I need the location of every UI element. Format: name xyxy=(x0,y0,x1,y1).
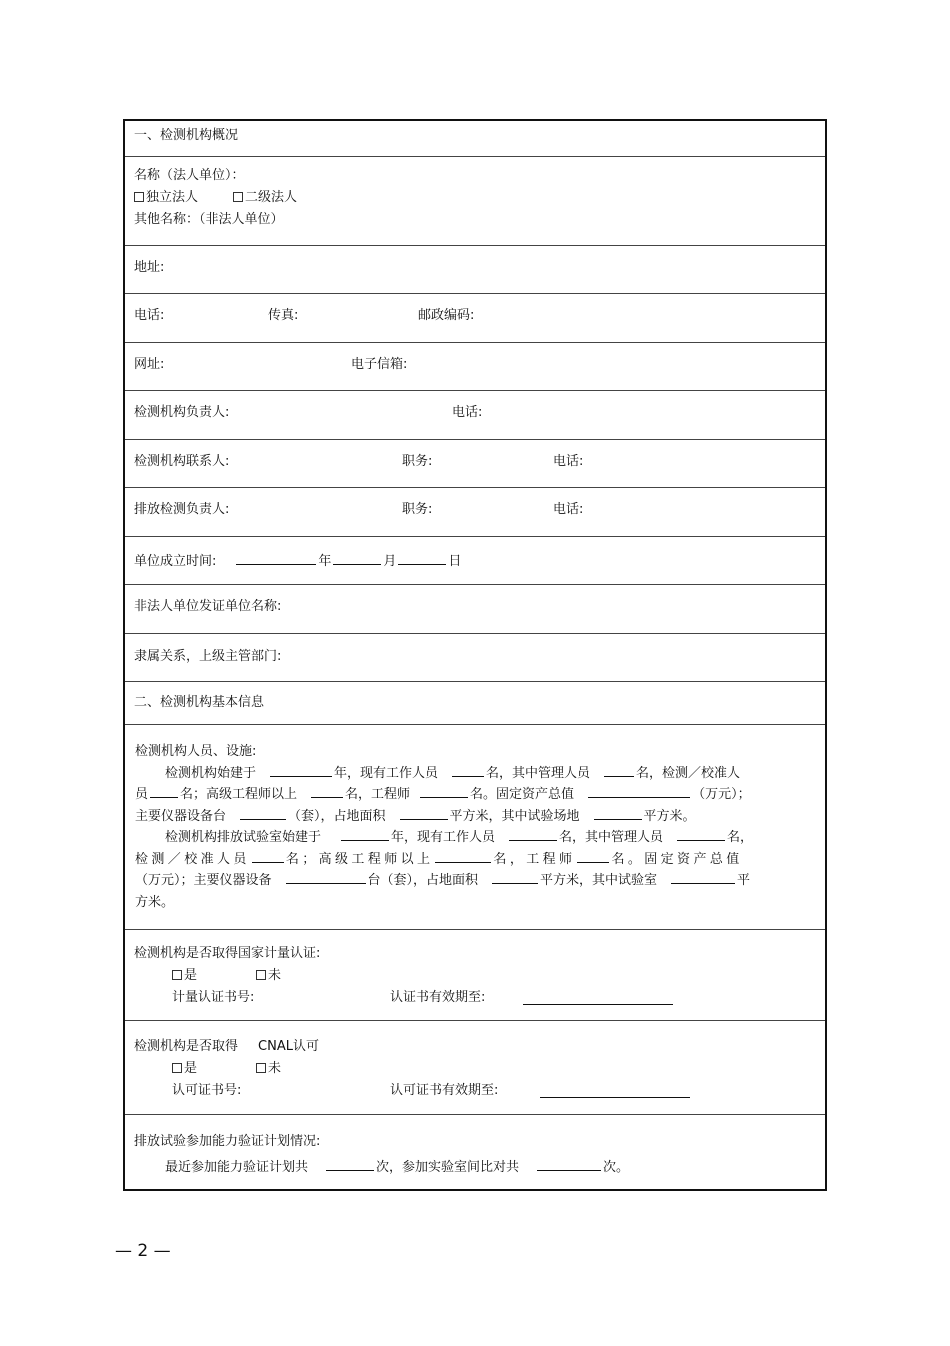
lab-management-blank[interactable] xyxy=(677,827,725,841)
staff-line-5: 检测／校准人员 名；高级工程师以上 名，工程师 名。固定资产总值 xyxy=(135,849,815,871)
page-number: — 2 — xyxy=(115,1241,171,1261)
emission-head-label: 排放检测负责人: xyxy=(134,502,230,517)
month-blank[interactable] xyxy=(333,551,381,565)
metrology-cert-no-label: 计量认证书号: xyxy=(172,990,255,1005)
month-char: 月 xyxy=(383,554,397,569)
head-phone-label: 电话: xyxy=(452,405,483,420)
staff-line-1: 检测机构始建于 年，现有工作人员 名，其中管理人员 名，检测／校准人 xyxy=(135,763,815,785)
contact-position-label: 职务: xyxy=(402,454,433,469)
cnal-cert-no-label: 认可证书号: xyxy=(172,1083,242,1098)
staff-count-blank[interactable] xyxy=(452,763,484,777)
lab-founded-year-blank[interactable] xyxy=(341,827,389,841)
proficiency-line: 最近参加能力验证计划共 次，参加实验室间比对共 次。 xyxy=(165,1157,629,1176)
cert-unit-label: 非法人单位发证单位名称: xyxy=(134,599,282,614)
cnal-no-option[interactable]: 未 xyxy=(256,1061,281,1077)
metrology-yes-checkbox[interactable] xyxy=(172,970,182,980)
founded-label: 单位成立时间: xyxy=(134,554,217,569)
staff-line-2: 员 名；高级工程师以上 名，工程师 名。固定资产总值 （万元）； xyxy=(135,784,815,806)
metrology-row xyxy=(125,930,825,1021)
affiliation-label: 隶属关系，上级主管部门: xyxy=(134,649,282,664)
metrology-no-checkbox[interactable] xyxy=(256,970,266,980)
senior-engineer-blank[interactable] xyxy=(311,784,343,798)
floor-area-blank[interactable] xyxy=(400,806,448,820)
metrology-valid-blank[interactable] xyxy=(523,1004,673,1005)
section2-row xyxy=(125,682,825,725)
section2-title: 二、检测机构基本信息 xyxy=(134,695,265,710)
other-name-label: 其他名称：（非法人单位） xyxy=(134,212,284,227)
cnal-valid-blank[interactable] xyxy=(540,1097,690,1098)
section1-title: 一、检测机构概况 xyxy=(134,128,239,143)
address-row xyxy=(125,246,825,294)
management-count-blank[interactable] xyxy=(604,763,634,777)
staff-row xyxy=(125,725,825,930)
metrology-valid-label: 认证书有效期至: xyxy=(390,990,486,1005)
day-blank[interactable] xyxy=(398,551,446,565)
application-form-table xyxy=(123,119,827,1191)
name-row xyxy=(125,157,825,246)
section1-row xyxy=(125,121,825,157)
lab-testing-staff-blank[interactable] xyxy=(252,849,284,863)
website-row xyxy=(125,343,825,391)
emission-head-row xyxy=(125,488,825,537)
year-char: 年 xyxy=(318,554,332,569)
lab-floor-area-blank[interactable] xyxy=(492,870,538,884)
lab-engineer-blank[interactable] xyxy=(577,849,609,863)
staff-line-7: 方米。 xyxy=(135,894,175,910)
independent-option[interactable] xyxy=(134,190,198,206)
emission-phone-label: 电话: xyxy=(553,502,584,517)
staff-line-6: （万元）；主要仪器设备 台（套），占地面积 平方米，其中试验室 平 xyxy=(135,870,815,892)
staff-line-4: 检测机构排放试验室始建于 年，现有工作人员 名，其中管理人员 名， xyxy=(135,827,815,849)
cert-unit-row xyxy=(125,585,825,634)
test-site-area-blank[interactable] xyxy=(594,806,642,820)
cnal-yes-checkbox[interactable] xyxy=(172,1063,182,1073)
founded-year-blank[interactable] xyxy=(270,763,332,777)
lab-room-area-blank[interactable] xyxy=(671,870,735,884)
day-char: 日 xyxy=(448,554,462,569)
independent-label: 独立法人 xyxy=(146,190,199,205)
equipment-count-blank[interactable] xyxy=(240,806,286,820)
contact-label: 检测机构联系人: xyxy=(134,454,230,469)
founded-row xyxy=(125,537,825,585)
contact-phone-label: 电话: xyxy=(553,454,584,469)
head-label: 检测机构负责人: xyxy=(134,405,230,420)
contact-row xyxy=(125,440,825,488)
staff-title: 检测机构人员、设施: xyxy=(135,744,257,759)
comparison-count-blank[interactable] xyxy=(537,1157,601,1171)
postcode-label: 邮政编码: xyxy=(418,308,475,323)
independent-checkbox[interactable] xyxy=(134,192,144,202)
engineer-blank[interactable] xyxy=(420,784,468,798)
emission-position-label: 职务: xyxy=(402,502,433,517)
metrology-question: 检测机构是否取得国家计量认证: xyxy=(134,946,321,961)
staff-line-3: 主要仪器设备台 （套），占地面积 平方米，其中试验场地 平方米。 xyxy=(135,806,815,828)
phone-label: 电话: xyxy=(134,308,165,323)
cnal-row xyxy=(125,1021,825,1115)
secondary-checkbox[interactable] xyxy=(233,192,243,202)
secondary-label: 二级法人 xyxy=(245,190,298,205)
secondary-option[interactable] xyxy=(233,190,297,206)
cnal-yes-option[interactable]: 是 xyxy=(172,1061,197,1077)
cnal-valid-label: 认可证书有效期至: xyxy=(390,1083,499,1098)
testing-staff-blank[interactable] xyxy=(150,784,178,798)
year-blank[interactable] xyxy=(236,551,316,565)
metrology-no-option[interactable]: 未 xyxy=(256,968,281,984)
staff-paragraph xyxy=(135,741,815,913)
name-label: 名称（法人单位）： xyxy=(134,168,245,183)
proficiency-row xyxy=(125,1115,825,1191)
email-label: 电子信箱: xyxy=(351,357,408,372)
website-label: 网址: xyxy=(134,357,165,372)
founded-date xyxy=(134,551,461,570)
proficiency-count-blank[interactable] xyxy=(326,1157,374,1171)
proficiency-title: 排放试验参加能力验证计划情况: xyxy=(134,1134,321,1149)
lab-equipment-blank[interactable] xyxy=(286,870,366,884)
phone-row xyxy=(125,294,825,343)
cnal-question: 检测机构是否取得 CNAL认可 xyxy=(134,1039,319,1054)
head-row xyxy=(125,391,825,440)
lab-staff-count-blank[interactable] xyxy=(509,827,557,841)
affiliation-row xyxy=(125,634,825,682)
fax-label: 传真: xyxy=(268,308,299,323)
lab-senior-engineer-blank[interactable] xyxy=(435,849,491,863)
fixed-assets-blank[interactable] xyxy=(588,784,690,798)
metrology-yes-option[interactable]: 是 xyxy=(172,968,197,984)
address-label: 地址: xyxy=(134,260,165,275)
cnal-no-checkbox[interactable] xyxy=(256,1063,266,1073)
cnal-label: CNAL认可 xyxy=(258,1039,319,1054)
